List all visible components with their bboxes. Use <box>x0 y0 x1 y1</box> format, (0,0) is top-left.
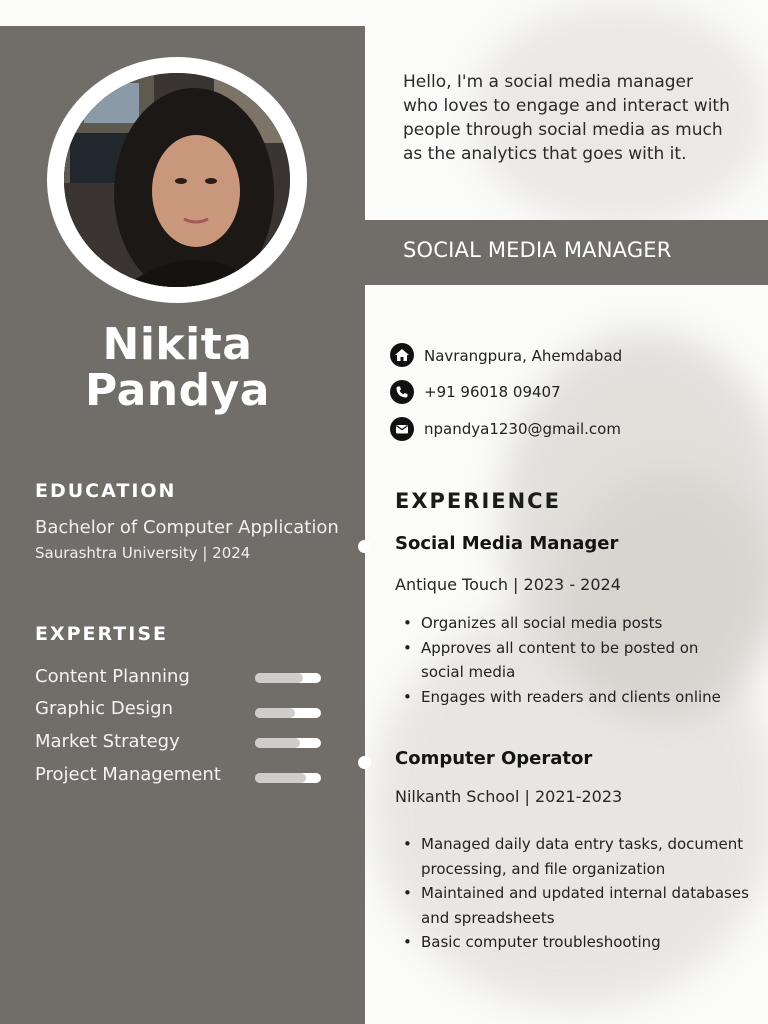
job-bullets <box>403 611 733 709</box>
role-title: SOCIAL MEDIA MANAGER <box>403 238 672 262</box>
skill-label: Market Strategy <box>35 731 180 752</box>
skill-label: Graphic Design <box>35 698 173 719</box>
expertise-heading: EXPERTISE <box>35 623 169 645</box>
experience-heading: EXPERIENCE <box>395 489 561 513</box>
home-icon <box>390 343 414 367</box>
job-bullet: • Organizes all social media posts <box>403 611 733 636</box>
skill-bar <box>255 773 321 783</box>
phone-icon <box>390 380 414 404</box>
mail-icon <box>390 417 414 441</box>
skill-bar <box>255 738 321 748</box>
skill-label: Project Management <box>35 764 221 785</box>
skill-bar <box>255 708 321 718</box>
job-bullet: • Maintained and updated internal databases and spreadsheets <box>403 881 753 930</box>
job-bullet: • Managed daily data entry tasks, document processing, and file organization <box>403 832 753 881</box>
job-title: Computer Operator <box>395 748 593 769</box>
contact-email: npandya1230@gmail.com <box>424 420 621 438</box>
job-bullet: • Basic computer troubleshooting <box>403 930 753 955</box>
education-degree: Bachelor of Computer Application <box>35 517 339 538</box>
education-school-year: Saurashtra University | 2024 <box>35 544 251 562</box>
skill-bar-fill <box>255 673 303 683</box>
education-heading: EDUCATION <box>35 480 177 502</box>
job-bullet: • Engages with readers and clients online <box>403 685 733 710</box>
skill-bar-fill <box>255 773 306 783</box>
timeline-dot <box>358 756 371 769</box>
contact-phone: +91 96018 09407 <box>424 383 561 401</box>
last-name: Pandya <box>85 365 270 416</box>
job-bullet: • Approves all content to be posted on social media <box>403 636 733 685</box>
job-title: Social Media Manager <box>395 533 619 554</box>
intro-text: Hello, I'm a social media manager who loves to engage and interact with people through social media as much as the analytics that goes with it. <box>403 72 730 164</box>
job-meta: Nilkanth School | 2021-2023 <box>395 787 623 806</box>
contact-address: Navrangpura, Ahemdabad <box>424 347 623 365</box>
skill-bar <box>255 673 321 683</box>
job-bullets <box>403 832 753 955</box>
first-name: Nikita <box>102 319 253 370</box>
skill-bar-fill <box>255 738 300 748</box>
profile-photo <box>64 73 290 287</box>
job-meta: Antique Touch | 2023 - 2024 <box>395 575 621 594</box>
skill-bar-fill <box>255 708 295 718</box>
portrait-image <box>64 73 290 287</box>
timeline-dot <box>358 540 371 553</box>
skill-label: Content Planning <box>35 666 190 687</box>
